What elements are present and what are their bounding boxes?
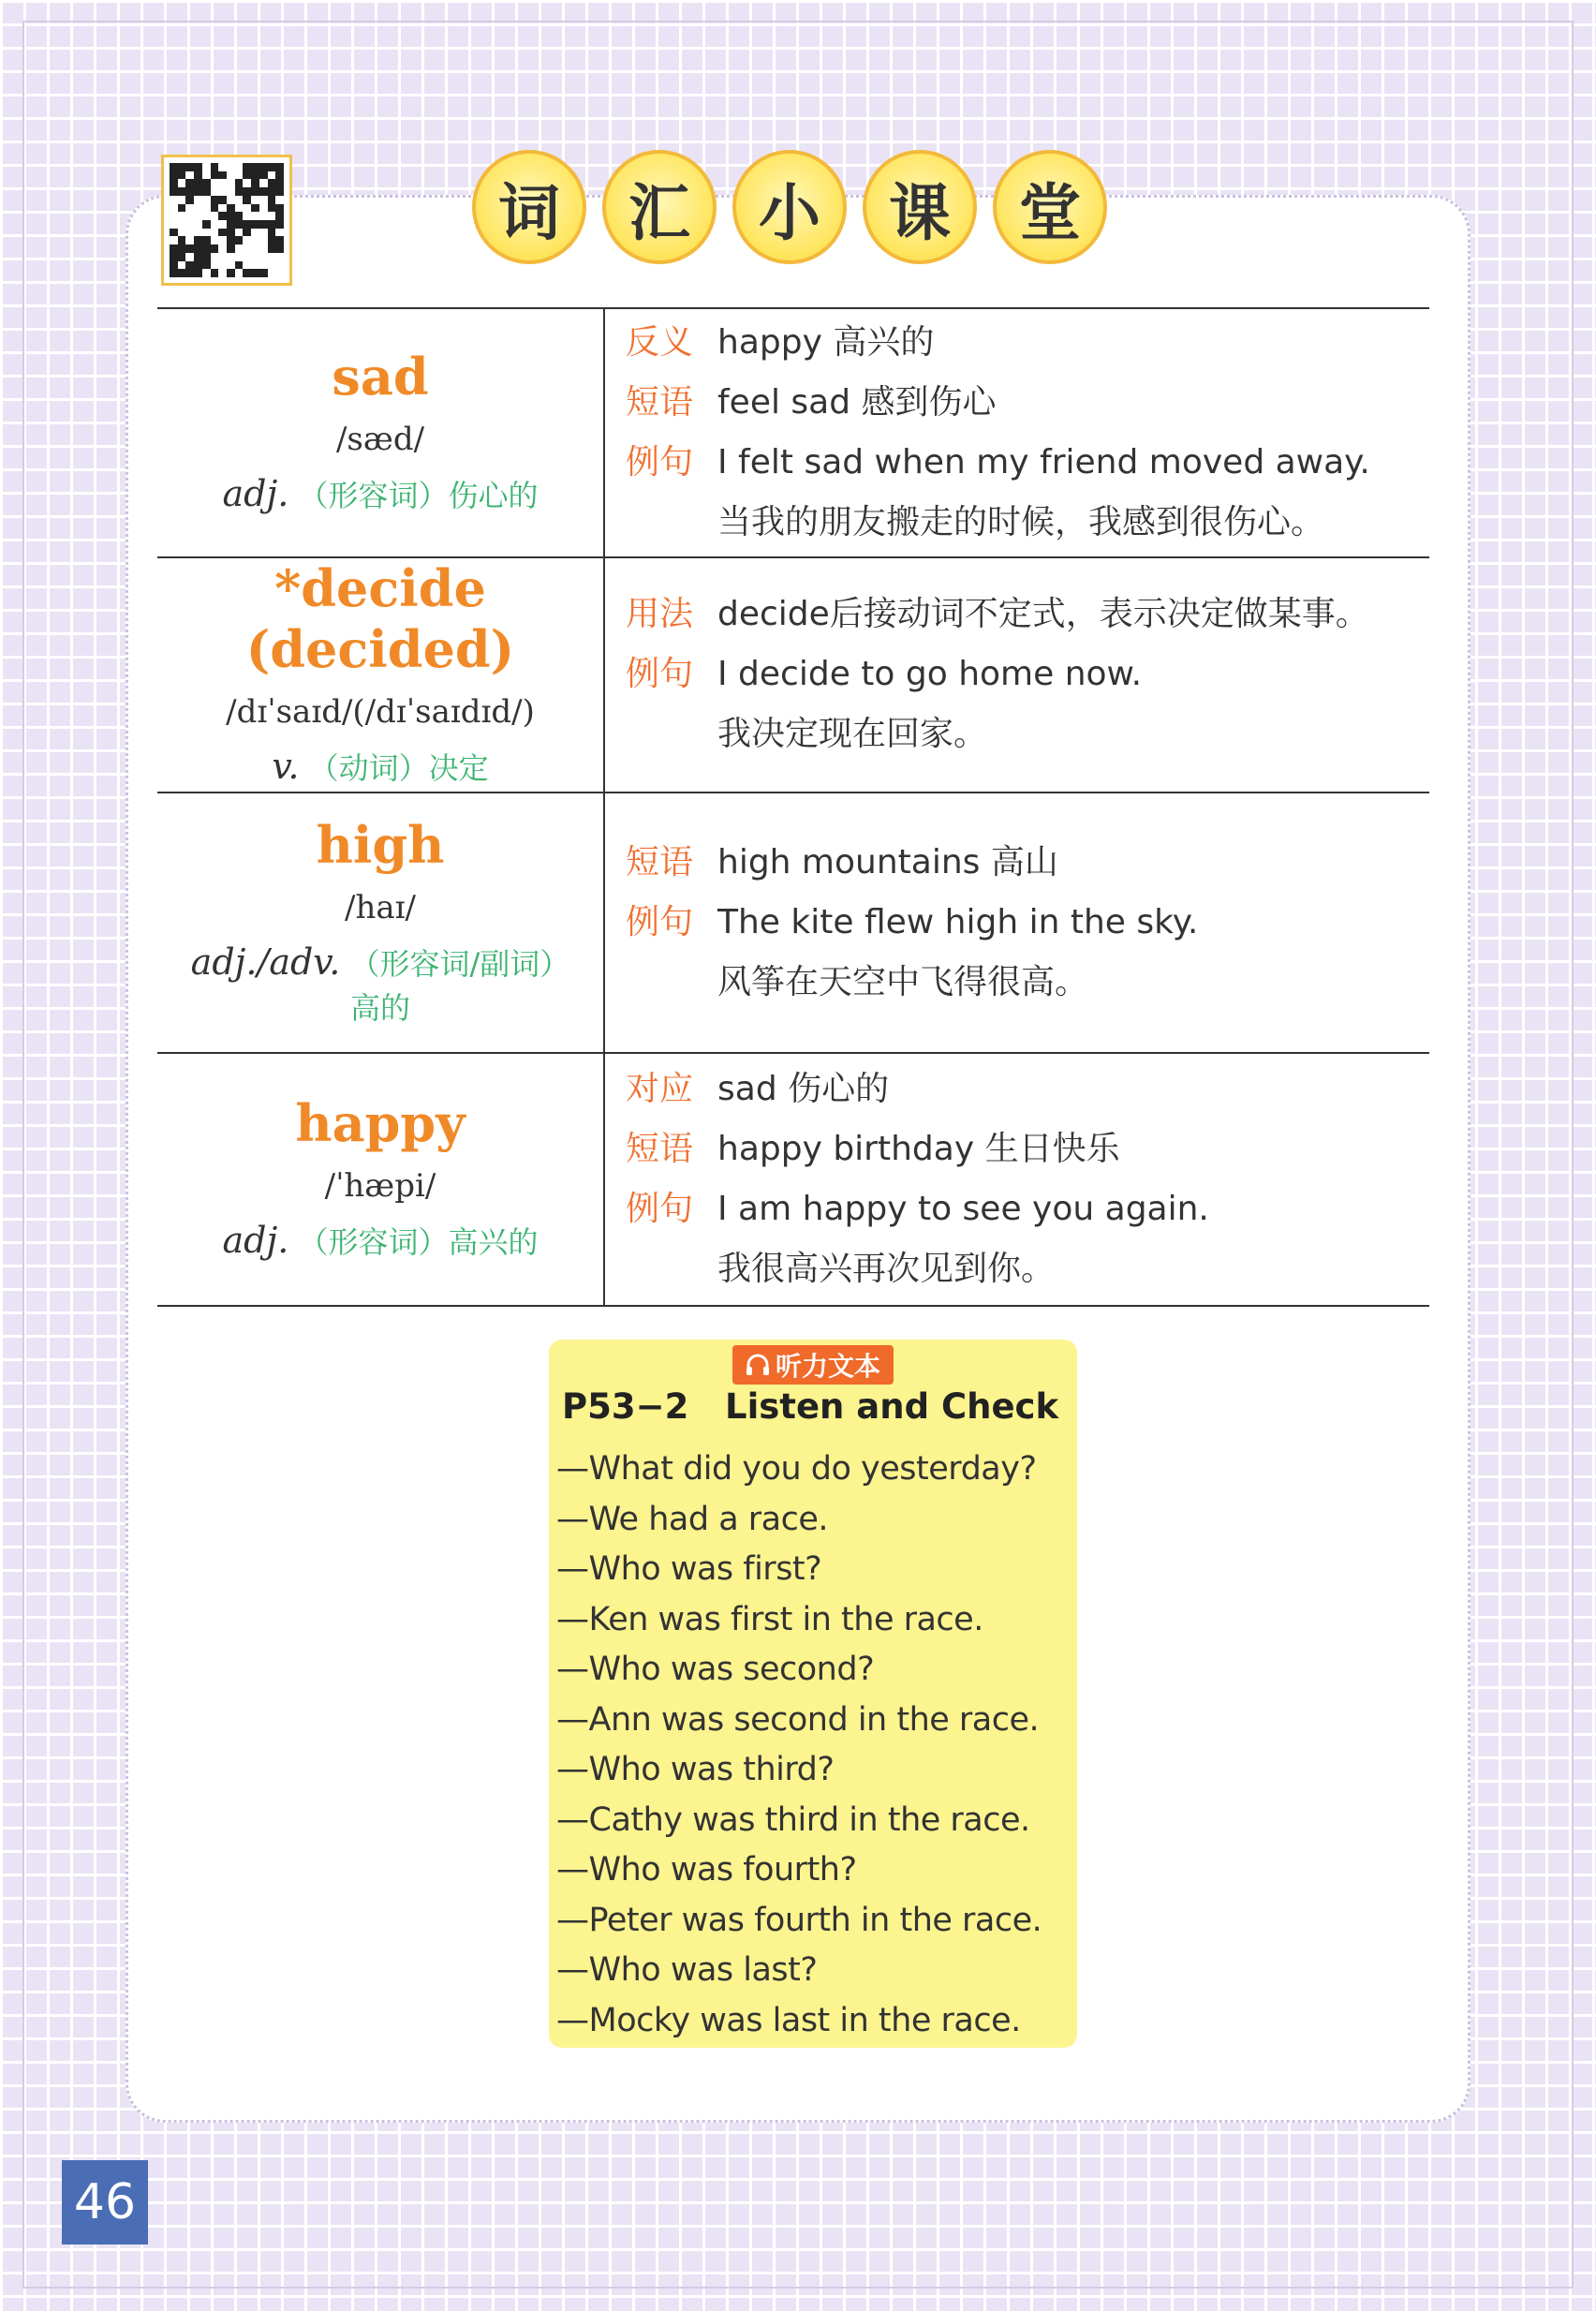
title-char: 课: [863, 150, 977, 264]
detail-line: [626, 953, 1429, 1013]
word: sad: [332, 347, 429, 407]
pos-abbr: adj.: [222, 1219, 289, 1261]
listening-badge[interactable]: [732, 1345, 894, 1385]
dialog-line: —What did you do yesterday?: [556, 1450, 1037, 1488]
vocab-row: [157, 793, 1429, 1053]
listening-badge-label: 听力文本: [776, 1351, 881, 1382]
phonetic: /dɪˈsaɪd/(/dɪˈsaɪdɪd/): [226, 692, 535, 731]
detail-cell: [604, 308, 1429, 557]
detail-tag: 例句: [626, 443, 694, 481]
detail-line: [626, 373, 1429, 433]
dialog-line: —Mocky was last in the race.: [556, 2001, 1021, 2039]
detail-text: I am happy to see you again.: [717, 1189, 1209, 1228]
detail-tag: 短语: [626, 1129, 694, 1168]
dialog-line: —Cathy was third in the race.: [556, 1800, 1030, 1839]
vocab-row: [157, 1053, 1429, 1306]
dialog-list: [556, 1444, 1042, 2046]
word-cell: [157, 308, 604, 557]
listening-title: P53−2 Listen and Check: [562, 1386, 1059, 1427]
detail-line: [626, 313, 1429, 373]
detail-text: 风筝在天空中飞得很高。: [717, 962, 1089, 1001]
detail-tag: 用法: [626, 595, 694, 634]
part-of-speech: [157, 1216, 603, 1266]
detail-text: 我很高兴再次见到你。: [717, 1249, 1056, 1288]
dialog-line: —Peter was fourth in the race.: [556, 1901, 1042, 1939]
phonetic: /haɪ/: [345, 889, 416, 927]
pos-abbr: adj./adv.: [190, 941, 341, 984]
part-of-speech: [157, 469, 603, 519]
detail-tag: 例句: [626, 655, 694, 694]
dialog-line: —Who was last?: [556, 1951, 818, 1989]
detail-text: happy birthday 生日快乐: [717, 1129, 1120, 1168]
word-cell: [157, 557, 604, 793]
detail-cell: [604, 557, 1429, 793]
pos-meaning-continued: 高的: [349, 990, 410, 1027]
detail-line: [626, 433, 1429, 493]
pos-meaning: （动词）决定: [308, 749, 489, 786]
title-char: 汇: [602, 150, 717, 264]
title-char: 堂: [993, 150, 1107, 264]
detail-line: [626, 893, 1429, 953]
dialog-line: —Ken was first in the race.: [556, 1600, 983, 1638]
vocab-row: [157, 308, 1429, 557]
pos-meaning: （形容词）伤心的: [298, 477, 539, 513]
detail-line: [626, 1179, 1429, 1239]
detail-tag: 短语: [626, 842, 694, 881]
title-char: 小: [732, 150, 847, 264]
detail-tag: 例句: [626, 1189, 694, 1228]
word: happy: [295, 1092, 466, 1153]
detail-cell: [604, 1053, 1429, 1306]
detail-text: high mountains 高山: [717, 842, 1058, 881]
detail-tag: 例句: [626, 902, 694, 941]
section-title: [472, 150, 1107, 264]
pos-abbr: adj.: [222, 472, 289, 514]
word: high: [316, 815, 445, 876]
page-number: 46: [62, 2160, 148, 2244]
detail-tag: 反义: [626, 323, 694, 362]
detail-line: [626, 1239, 1429, 1299]
detail-tag: 短语: [626, 383, 694, 422]
detail-text: I felt sad when my friend moved away.: [717, 443, 1370, 481]
detail-text: feel sad 感到伤心: [717, 383, 997, 422]
detail-text: sad 伤心的: [717, 1069, 890, 1108]
phonetic: /sæd/: [335, 420, 425, 458]
detail-line: [626, 1059, 1429, 1119]
pos-abbr: v.: [272, 745, 300, 787]
qr-code-icon[interactable]: [161, 155, 292, 286]
detail-cell: [604, 793, 1429, 1053]
detail-text: The kite flew high in the sky.: [717, 902, 1199, 941]
vocab-row: [157, 557, 1429, 793]
pos-meaning: （形容词/副词）: [349, 946, 570, 983]
headphones-icon: [746, 1354, 770, 1376]
detail-text: happy 高兴的: [717, 323, 935, 362]
detail-line: [626, 1119, 1429, 1179]
detail-line: [626, 644, 1429, 704]
detail-line: [626, 833, 1429, 893]
detail-text: 当我的朋友搬走的时候，我感到很伤心。: [717, 503, 1325, 541]
part-of-speech: [157, 938, 603, 1030]
vocabulary-table: [157, 307, 1429, 1307]
dialog-line: —Who was second?: [556, 1651, 875, 1688]
detail-text: decide后接动词不定式，表示决定做某事。: [717, 595, 1369, 634]
dialog-line: —Who was first?: [556, 1550, 822, 1588]
detail-text: I decide to go home now.: [717, 655, 1143, 694]
detail-tag: 对应: [626, 1069, 694, 1108]
dialog-line: —Ann was second in the race.: [556, 1700, 1040, 1739]
word-cell: [157, 1053, 604, 1306]
detail-line: [626, 493, 1429, 553]
part-of-speech: [157, 742, 603, 792]
pos-meaning: （形容词）高兴的: [298, 1223, 539, 1260]
title-char: 词: [472, 150, 586, 264]
detail-text: 我决定现在回家。: [717, 715, 988, 754]
detail-line: [626, 585, 1429, 644]
detail-line: [626, 704, 1429, 764]
dialog-line: —Who was fourth?: [556, 1851, 857, 1889]
listening-box: [549, 1340, 1077, 2048]
dialog-line: —Who was third?: [556, 1751, 835, 1788]
phonetic: /ˈhæpi/: [324, 1166, 436, 1205]
word-cell: [157, 793, 604, 1053]
dialog-line: —We had a race.: [556, 1500, 828, 1538]
word: *decide (decided): [245, 558, 515, 679]
